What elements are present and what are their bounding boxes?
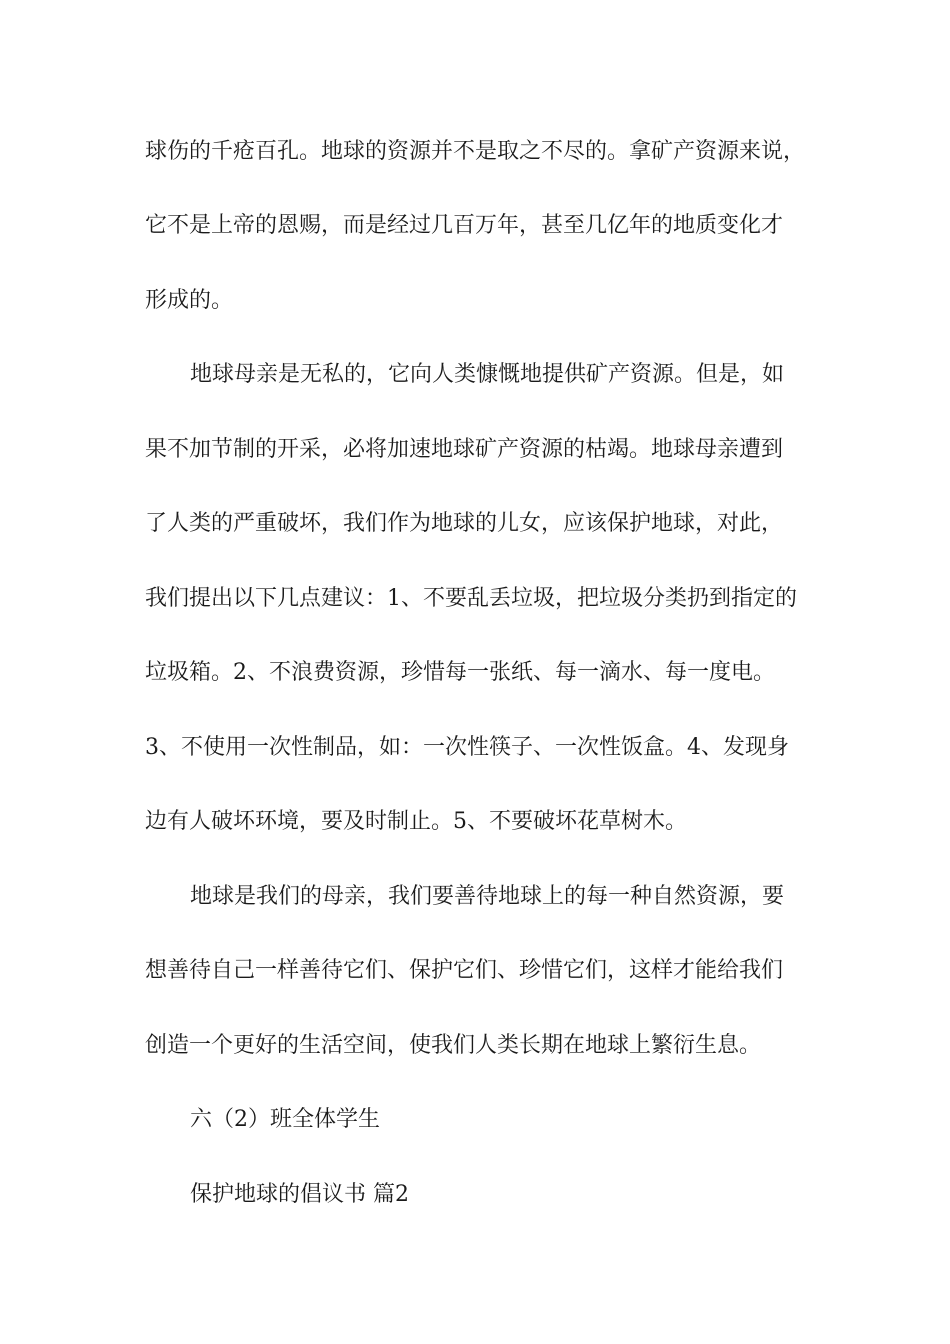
text-line: 球伤的千疮百孔。地球的资源并不是取之不尽的。拿矿产资源来说， [145, 139, 806, 164]
text-line: 创造一个更好的生活空间，使我们人类长期在地球上繁衍生息。 [145, 1033, 762, 1058]
text-line: 3、不使用一次性制品，如：一次性筷子、一次性饭盒。4、发现身 [145, 735, 789, 760]
signature-line: 六（2）班全体学生 [190, 1107, 380, 1132]
text-line: 果不加节制的开采，必将加速地球矿产资源的枯竭。地球母亲遭到 [145, 437, 784, 462]
text-line: 垃圾箱。2、不浪费资源，珍惜每一张纸、每一滴水、每一度电。 [145, 660, 775, 685]
paragraph-start-line: 地球母亲是无私的，它向人类慷慨地提供矿产资源。但是，如 [190, 362, 785, 387]
text-line: 形成的。 [145, 288, 234, 313]
text-line: 它不是上帝的恩赐，而是经过几百万年，甚至几亿年的地质变化才 [145, 213, 784, 238]
text-line: 我们提出以下几点建议：1、不要乱丢垃圾，把垃圾分类扔到指定的 [145, 586, 797, 611]
section-heading: 保护地球的倡议书 篇2 [190, 1182, 409, 1207]
text-line: 想善待自己一样善待它们、保护它们、珍惜它们，这样才能给我们 [145, 958, 784, 983]
text-line: 边有人破坏环境，要及时制止。5、不要破坏花草树木。 [145, 809, 687, 834]
text-line: 了人类的严重破坏，我们作为地球的儿女，应该保护地球，对此， [145, 511, 784, 536]
paragraph-start-line: 地球是我们的母亲，我们要善待地球上的每一种自然资源，要 [190, 884, 785, 909]
